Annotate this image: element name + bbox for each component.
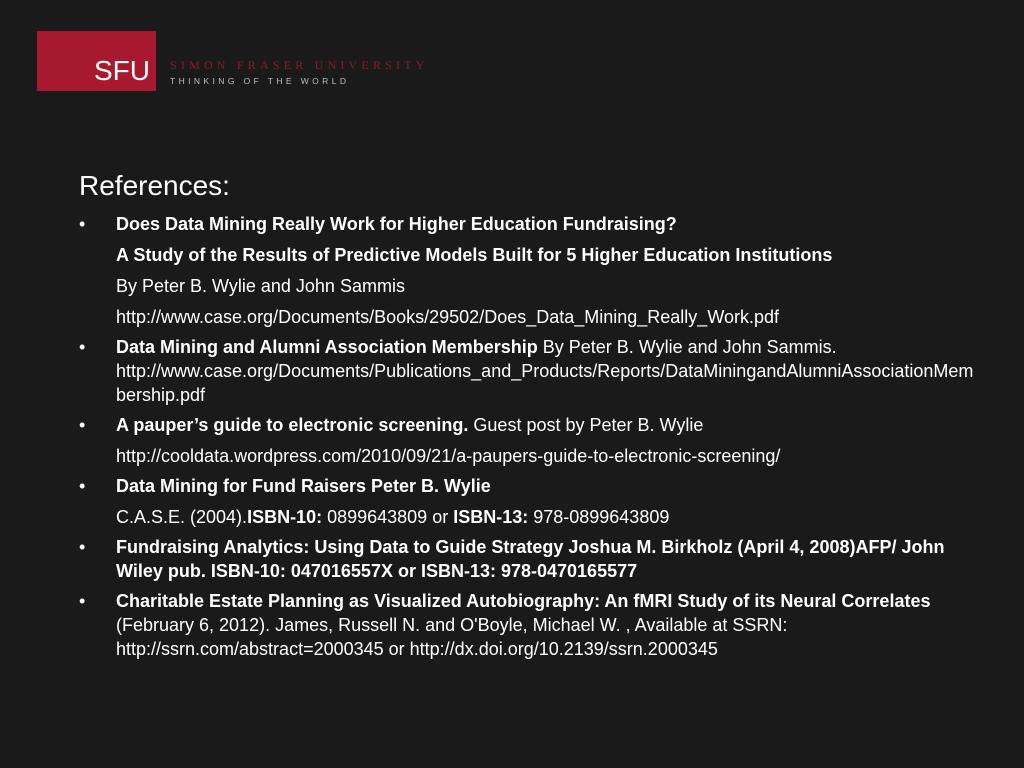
reference-title: Charitable Estate Planning as Visualized Autobiography: An fMRI Study of its Neural Correlates [116,591,931,611]
reference-item-3 [79,413,979,468]
reference-subtitle: A Study of the Results of Predictive Models Built for 5 Higher Education Institutions [116,245,833,265]
university-tagline: THINKING OF THE WORLD [170,76,350,86]
reference-item-4 [79,474,979,529]
bullet: • [79,337,86,357]
logo-letters: SFU [94,55,150,86]
isbn13-label: ISBN-13: [453,507,529,527]
reference-url[interactable]: http://cooldata.wordpress.com/2010/09/21/a-paupers-guide-to-electronic-screening/ [116,446,781,466]
reference-title: Data Mining and Alumni Association Membership [116,337,538,357]
reference-item-2 [79,335,979,407]
reference-author: By Peter B. Wylie and John Sammis. [537,337,837,357]
reference-title: A pauper’s guide to electronic screening. [116,415,469,435]
reference-title: Does Data Mining Really Work for Higher Education Fundraising? [116,214,677,234]
reference-details: (February 6, 2012). James, Russell N. and O'Boyle, Michael W. , Available at SSRN: http://ssrn.com/abstract=2000345 or http://dx.doi.org/10.2139/ssrn.2000345 [116,615,788,659]
reference-url[interactable]: http://www.case.org/Documents/Publications_and_Products/Reports/DataMiningandAlumniAssociationMembership.pdf [116,361,974,405]
bullet: • [79,476,86,496]
reference-list [79,212,979,667]
reference-author: Guest post by Peter B. Wylie [468,415,704,435]
sfu-logo [37,31,156,91]
bullet: • [79,415,86,435]
reference-item-5 [79,535,979,583]
university-name: SIMON FRASER UNIVERSITY [170,58,429,72]
isbn13-value: 978-0899643809 [528,507,670,527]
reference-title: Fundraising Analytics: Using Data to Guide Strategy Joshua M. Birkholz (April 4, 2008)AFP/ John Wiley pub. ISBN-10: 047016557X or ISBN-13: 978-0470165577 [116,537,945,581]
reference-author: By Peter B. Wylie and John Sammis [116,276,405,296]
bullet: • [79,591,86,611]
reference-url[interactable]: http://www.case.org/Documents/Books/29502/Does_Data_Mining_Really_Work.pdf [116,307,780,327]
isbn10-value: 0899643809 or [322,507,454,527]
page-title: References: [79,170,230,201]
reference-title: Data Mining for Fund Raisers Peter B. Wylie [116,476,491,496]
bullet: • [79,537,86,557]
reference-item-1 [79,212,979,329]
reference-item-6 [79,589,979,661]
bullet: • [79,214,86,234]
isbn10-label: ISBN-10: [247,507,323,527]
reference-details [116,505,979,529]
publisher-year: C.A.S.E. (2004). [116,507,248,527]
